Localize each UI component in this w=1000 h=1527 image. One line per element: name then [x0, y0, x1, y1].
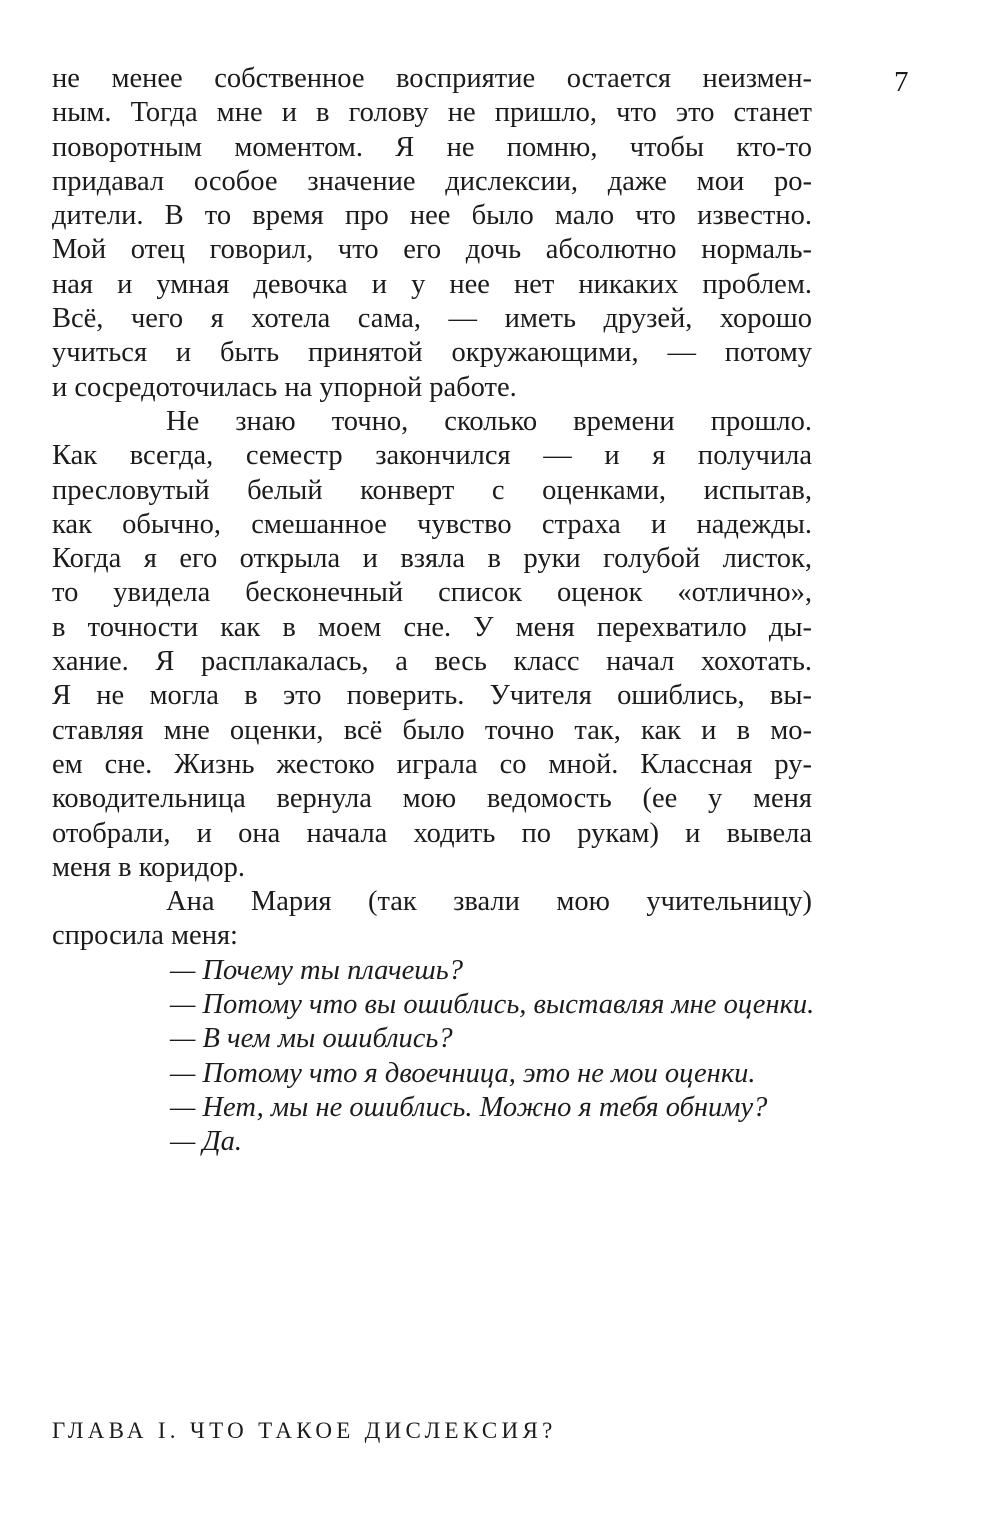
- paragraph-2: [52, 405, 812, 885]
- text-line: Ана Мария (так звали мою учительницу): [166, 886, 812, 918]
- text-line: ным. Тогда мне и в голову не пришло, что это станет: [52, 97, 812, 129]
- text-line: как обычно, смешанное чувство страха и надежды.: [52, 508, 812, 540]
- text-line: отобрали, и она начала ходить по рукам) и вывела: [52, 817, 812, 849]
- dialogue-line: — Нет, мы не ошиблись. Можно я тебя обниму?: [170, 1091, 768, 1123]
- text-line: Мой отец говорил, что его дочь абсолютно нормаль-: [52, 234, 812, 266]
- running-footer: ГЛАВА I. ЧТО ТАКОЕ ДИСЛЕКСИЯ?: [52, 1418, 557, 1443]
- dialogue-line: — Почему ты плачешь?: [170, 954, 463, 986]
- text-line: то увидела бесконечный список оценок «отлично»,: [52, 577, 812, 609]
- text-line: меня в коридор.: [52, 851, 246, 883]
- text-line: в точности как в моем сне. У меня перехватило ды-: [52, 611, 812, 643]
- text-line: ная и умная девочка и у нее нет никаких проблем.: [52, 268, 812, 300]
- dialogue-line: — Потому что я двоечница, это не мои оценки.: [170, 1057, 756, 1089]
- page-number: 7: [894, 66, 909, 98]
- text-line: ководительница вернула мою ведомость (ее у меня: [52, 783, 812, 815]
- text-line: поворотным моментом. Я не помню, чтобы кто-то: [52, 131, 812, 163]
- text-line: Всё, чего я хотела сама, — иметь друзей, хорошо: [52, 303, 812, 335]
- body-text: [52, 62, 815, 1160]
- text-line: Я не могла в это поверить. Учителя ошиблись, вы-: [52, 680, 812, 712]
- dialogue: [52, 954, 815, 1160]
- dialogue-line: — В чем мы ошиблись?: [170, 1023, 453, 1055]
- text-line: ем сне. Жизнь жестоко играла со мной. Классная ру-: [52, 748, 812, 780]
- dialogue-line: — Потому что вы ошиблись, выставляя мне оценки.: [170, 989, 815, 1021]
- text-line: хание. Я расплакалась, а весь класс начал хохотать.: [52, 646, 812, 678]
- text-line: дители. В то время про нее было мало что известно.: [52, 200, 812, 232]
- text-line: Когда я его открыла и взяла в руки голубой листок,: [52, 543, 812, 575]
- text-line: пресловутый белый конверт с оценками, испытав,: [52, 474, 812, 506]
- paragraph-3: [52, 885, 812, 954]
- text-line: Не знаю точно, сколько времени прошло.: [166, 405, 812, 437]
- text-line: ставляя мне оценки, всё было точно так, как и в мо-: [52, 714, 812, 746]
- text-line: Как всегда, семестр закончился — и я получила: [52, 440, 812, 472]
- text-line: и сосредоточилась на упорной работе.: [52, 371, 517, 403]
- text-line: учиться и быть принятой окружающими, — потому: [52, 337, 812, 369]
- text-line: придавал особое значение дислексии, даже мои ро-: [52, 165, 812, 197]
- dialogue-line: — Да.: [170, 1126, 242, 1158]
- text-line: не менее собственное восприятие остается неизмен-: [52, 63, 812, 94]
- paragraph-1: [52, 62, 812, 405]
- text-line: спросила меня:: [52, 920, 238, 952]
